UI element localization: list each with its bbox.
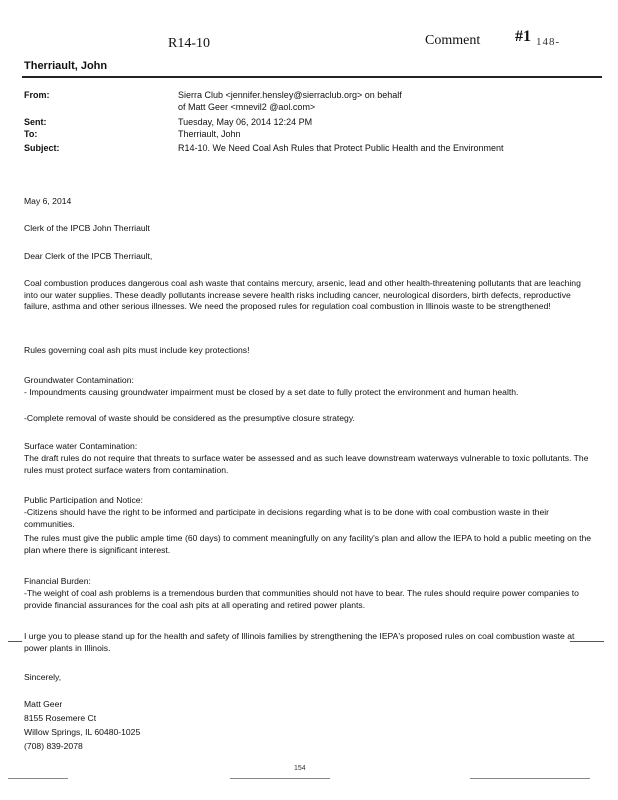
sender-name: Therriault, John — [24, 60, 108, 72]
letter-date: May 6, 2014 — [24, 196, 72, 206]
sent-value: Tuesday, May 06, 2014 12:24 PM — [178, 117, 313, 127]
rules-line: Rules governing coal ash pits must include key protections! — [24, 345, 250, 355]
section-line: -Complete removal of waste should be considered as the presumptive closure strategy. — [24, 413, 355, 423]
scan-artifact — [230, 778, 330, 779]
comment-number: #1 — [515, 28, 531, 45]
subject-value: R14-10. We Need Coal Ash Rules that Protect Public Health and the Environment — [178, 143, 504, 153]
docket-number: R14-10 — [168, 36, 210, 51]
scan-artifact — [8, 778, 68, 779]
addressee: Clerk of the IPCB John Therriault — [24, 223, 150, 233]
stamp-page-number: 148- — [536, 36, 561, 48]
signature-address: 8155 Rosemere Ct — [24, 713, 97, 723]
from-label: From: — [24, 90, 50, 100]
salutation: Dear Clerk of the IPCB Therriault, — [24, 251, 153, 261]
signoff: Sincerely, — [24, 672, 62, 682]
to-value: Therriault, John — [178, 129, 241, 139]
footer-page-number: 154 — [294, 765, 306, 772]
to-label: To: — [24, 129, 38, 139]
from-value: Sierra Club <jennifer.hensley@sierraclub.org> on behalf of Matt Geer <mnevil2 @aol.com> — [178, 90, 402, 112]
section-line: The draft rules do not require that threats to surface water be assessed and as such leave downstream waterways vulnerable to toxic pollutants. The rules must protect surface waters from contamination. — [24, 453, 589, 475]
signature-name: Matt Geer — [24, 699, 63, 709]
section-line: -Citizens should have the right to be informed and participate in decisions regarding what is to be done with coal combustion waste in their communities. — [24, 507, 549, 529]
section-line: The rules must give the public ample time (60 days) to comment meaningfully on any facility's plan and allow the IEPA to hold a public meeting on the plan where there is significant interest. — [24, 533, 592, 555]
closing-paragraph: I urge you to please stand up for the health and safety of Illinois families by strengthening the IEPA's proposed rules on coal combustion waste at power plants in Illinois. — [24, 631, 575, 653]
section-line: -The weight of coal ash problems is a tremendous burden that communities should not have to bear. The rules should require power companies to provide financial assurances for the coal ash pits at all operating and retired power plants. — [24, 588, 579, 610]
scan-artifact — [8, 641, 22, 642]
section-heading: Financial Burden: — [24, 576, 91, 586]
subject-label: Subject: — [24, 143, 60, 153]
signature-phone: (708) 839-2078 — [24, 741, 83, 751]
scan-artifact — [570, 641, 604, 642]
intro-paragraph: Coal combustion produces dangerous coal ash waste that contains mercury, arsenic, lead and other health-threatening pollutants that are leaching into our water supplies. These deadly pollutants increase severe health risks including cancer, neurological disorders, birth defects, reproductive failure, asthma and other serious illnesses. We need the proposed rules for regulation coal combustion in Illinois waste to be strengthened! — [24, 278, 581, 311]
section-heading: Surface water Contamination: — [24, 441, 138, 451]
signature-city: Willow Springs, IL 60480-1025 — [24, 727, 141, 737]
scan-artifact — [470, 778, 590, 779]
sent-label: Sent: — [24, 117, 47, 127]
section-line: - Impoundments causing groundwater impairment must be closed by a set date to fully protect the environment and human health. — [24, 387, 519, 397]
comment-label: Comment — [425, 33, 481, 48]
section-heading: Public Participation and Notice: — [24, 495, 143, 505]
section-heading: Groundwater Contamination: — [24, 375, 134, 385]
header-divider — [22, 76, 602, 78]
